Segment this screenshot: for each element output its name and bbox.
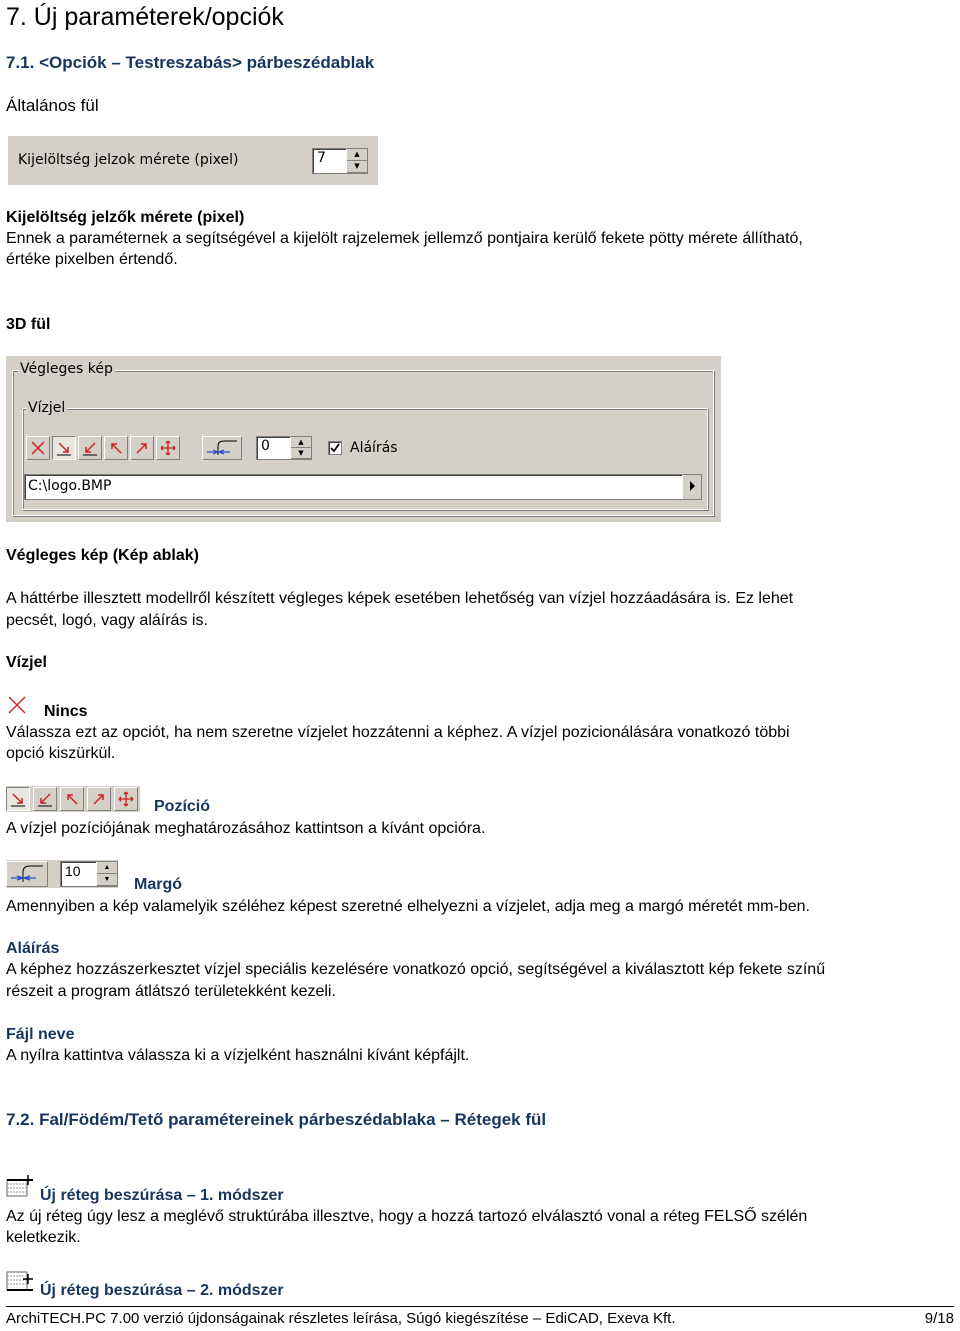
position-bottom-right-button[interactable]: [52, 436, 76, 460]
marker-size-value: 7: [317, 150, 326, 166]
watermark-group-label: Vízjel: [28, 400, 66, 416]
final-image-group-label: Végleges kép: [20, 361, 113, 377]
marker-size-desc-2: értéke pixelben értendő.: [6, 251, 178, 268]
signature-desc-1: A képhez hozzászerkesztet vízjel speciális kezelésére vonatkozó opció, segítségével a kiválasztott kép fekete színű: [6, 961, 826, 978]
checkmark-icon: [329, 442, 341, 454]
position-center-button: [114, 787, 138, 811]
watermark-title: Vízjel: [6, 654, 47, 671]
none-desc-2: opció kiszürkül.: [6, 745, 116, 762]
arrow-bottom-left-icon: [37, 791, 53, 807]
signature-checkbox[interactable]: [328, 441, 342, 455]
arrow-top-left-icon: [64, 791, 80, 807]
margin-icon: [10, 865, 44, 883]
section-7-2-title: 7.2. Fal/Födém/Tető paramétereinek párbeszédablaka – Rétegek fül: [6, 1110, 547, 1129]
footer-text: ArchiTECH.PC 7.00 verzió újdonságainak részletes leírása, Súgó kiegészítése – EdiCAD, Exeva Kft.: [6, 1310, 676, 1327]
stepper-down-icon[interactable]: ▼: [347, 161, 367, 173]
position-top-right-button[interactable]: [130, 436, 154, 460]
filename-title: Fájl neve: [6, 1026, 75, 1043]
margin-title: Margó: [134, 876, 182, 893]
page-heading: 7. Új paraméterek/opciók: [6, 3, 284, 31]
final-image-desc-2: pecsét, logó, vagy aláírás is.: [6, 612, 208, 629]
margin-stepper: [60, 861, 118, 887]
margin-button[interactable]: [202, 436, 242, 460]
cross-icon: [30, 440, 46, 456]
margin-icon: [206, 440, 238, 456]
footer-divider: [6, 1306, 954, 1307]
general-tab-heading: Általános fül: [6, 96, 99, 115]
none-button[interactable]: [26, 436, 50, 460]
stepper-down-icon[interactable]: ▼: [291, 448, 311, 459]
position-top-right-button: [87, 787, 111, 811]
section-7-1-title: 7.1. <Opciók – Testreszabás> párbeszédablak: [6, 53, 375, 72]
filename-desc: A nyílra kattintva válassza ki a vízjelként használni kívánt képfájlt.: [6, 1047, 470, 1064]
position-top-left-button[interactable]: [104, 436, 128, 460]
arrow-top-right-icon: [134, 440, 150, 456]
selection-marker-dialog: [8, 136, 378, 185]
arrow-bottom-left-icon: [82, 440, 98, 456]
stepper-up-icon[interactable]: ▲: [347, 149, 367, 161]
cross-icon: [6, 694, 28, 716]
signature-desc-2: részeit a program átlátszó területekként kezeli.: [6, 983, 336, 1000]
arrow-top-right-icon: [91, 791, 107, 807]
final-image-title: Végleges kép (Kép ablak): [6, 547, 199, 564]
stepper-down-icon: ▼: [97, 874, 117, 886]
margin-value: 10: [65, 863, 81, 879]
position-bottom-left-button: [33, 787, 57, 811]
tab-3d-heading: 3D fül: [6, 316, 51, 333]
method-1-desc-2: keletkezik.: [6, 1229, 81, 1246]
insert-layer-above-icon: [6, 1174, 34, 1198]
position-title: Pozíció: [154, 798, 211, 815]
stepper-up-icon[interactable]: ▲: [291, 437, 311, 448]
arrows-center-icon: [118, 791, 134, 807]
insert-layer-1-image: [6, 1174, 34, 1198]
position-bottom-right-button: [6, 787, 30, 811]
insert-layer-below-icon: [6, 1270, 34, 1294]
margin-spin-value: 0: [261, 438, 270, 454]
signature-checkbox-label: Aláírás: [350, 440, 398, 456]
marker-size-stepper[interactable]: [312, 148, 368, 174]
marker-size-label: Kijelöltség jelzok mérete (pixel): [18, 152, 239, 168]
marker-size-title: Kijelöltség jelzők mérete (pixel): [6, 209, 245, 226]
arrow-top-left-icon: [108, 440, 124, 456]
method-2-title: Új réteg beszúrása – 2. módszer: [40, 1282, 284, 1299]
none-title: Nincs: [44, 703, 88, 720]
position-center-button[interactable]: [156, 436, 180, 460]
margin-button: [6, 861, 48, 887]
none-desc-1: Válassza ezt az opciót, ha nem szeretne vízjelet hozzátenni a képhez. A vízjel pozicionálására vonatkozó többi: [6, 724, 790, 741]
margin-option-image: [6, 860, 118, 888]
position-bottom-left-button[interactable]: [78, 436, 102, 460]
method-1-desc-1: Az új réteg úgy lesz a meglévő struktúrába illesztve, hogy a hozzá tartozó elválasztó vonal a réteg FELSŐ szélén: [6, 1208, 808, 1225]
marker-size-desc-1: Ennek a paraméternek a segítségével a kijelölt rajzelemek jellemző pontjaira kerülő fekete pötty mérete állítható,: [6, 230, 803, 247]
browse-arrow-button[interactable]: [682, 475, 701, 499]
file-path-field[interactable]: [24, 474, 702, 500]
arrow-bottom-right-icon: [10, 791, 26, 807]
arrow-right-icon: [683, 475, 701, 497]
position-top-left-button: [60, 787, 84, 811]
margin-desc: Amennyiben a kép valamelyik széléhez képest szeretné elhelyezni a vízjelet, adja meg a margó méretét mm-ben.: [6, 898, 810, 915]
method-1-title: Új réteg beszúrása – 1. módszer: [40, 1187, 284, 1204]
page-number: 9/18: [924, 1310, 954, 1327]
file-path-value: C:\logo.BMP: [28, 478, 112, 494]
position-options-image: [6, 786, 140, 812]
insert-layer-2-image: [6, 1270, 34, 1294]
final-image-desc-1: A háttérbe illesztett modellről készített végleges képek esetében lehetőség van vízjel hozzáadására is. Ez lehet: [6, 590, 794, 607]
arrow-bottom-right-icon: [56, 440, 72, 456]
stepper-up-icon: ▲: [97, 862, 117, 874]
arrows-center-icon: [160, 440, 176, 456]
position-desc: A vízjel pozíciójának meghatározásához kattintson a kívánt opcióra.: [6, 820, 486, 837]
margin-stepper[interactable]: [256, 436, 312, 460]
signature-title: Aláírás: [6, 940, 60, 957]
none-option-image: [6, 694, 28, 716]
final-image-dialog: [6, 356, 721, 522]
